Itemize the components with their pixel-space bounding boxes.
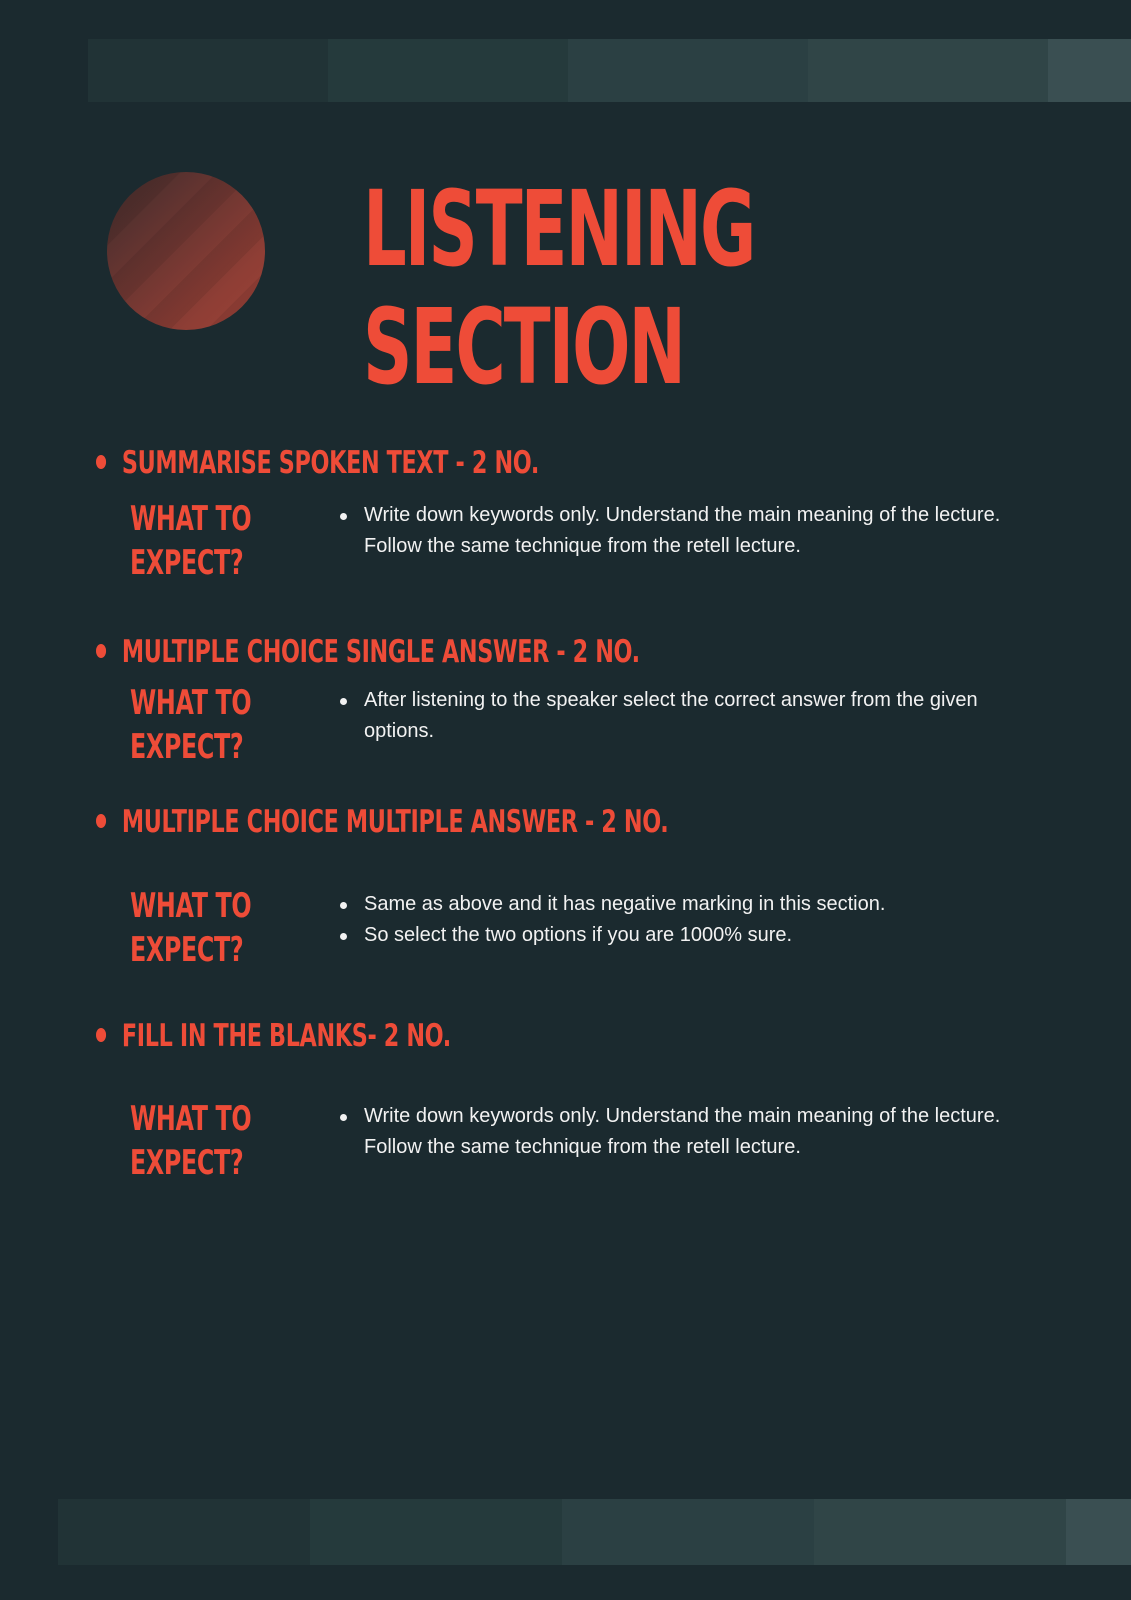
bullet-dot-icon — [96, 644, 106, 658]
tips-list — [340, 889, 1020, 951]
tips-list — [340, 1101, 1020, 1163]
page-title — [363, 170, 754, 406]
section-heading-text: FILL IN THE BLANKS- 2 NO. — [121, 1018, 451, 1054]
tips-list — [340, 500, 1020, 562]
section-heading-multiple-choice-multiple-answer — [96, 804, 668, 840]
top-decorative-band — [88, 39, 1131, 102]
tip-item: Write down keywords only. Understand the main meaning of the lecture. Follow the same technique from the retell lecture. — [340, 1101, 1020, 1163]
tips-list — [340, 685, 1020, 747]
band-segment — [58, 1499, 310, 1565]
band-segment — [562, 1499, 814, 1565]
what-to-expect-line-1: WHAT TO — [130, 683, 252, 723]
what-to-expect-line-1: WHAT TO — [130, 1099, 252, 1139]
what-to-expect-line-2: EXPECT? — [130, 1143, 244, 1183]
what-to-expect-label — [130, 884, 251, 972]
band-segment — [328, 39, 568, 102]
band-segment — [88, 39, 328, 102]
band-segment — [568, 39, 808, 102]
section-heading-text: MULTIPLE CHOICE MULTIPLE ANSWER - 2 NO. — [121, 804, 669, 840]
what-to-expect-line-1: WHAT TO — [130, 499, 252, 539]
band-segment — [1048, 39, 1131, 102]
band-segment — [814, 1499, 1066, 1565]
band-segment — [310, 1499, 562, 1565]
what-to-expect-line-2: EXPECT? — [130, 727, 244, 767]
bullet-dot-icon — [96, 455, 106, 469]
bullet-dot-icon — [96, 1028, 106, 1042]
section-heading-fill-in-the-blanks — [96, 1018, 451, 1054]
page-title-line-2: SECTION — [363, 286, 684, 408]
section-heading-text: MULTIPLE CHOICE SINGLE ANSWER - 2 NO. — [121, 634, 640, 670]
tip-item: After listening to the speaker select the correct answer from the given options. — [340, 685, 1020, 747]
what-to-expect-line-2: EXPECT? — [130, 930, 244, 970]
bullet-dot-icon — [96, 814, 106, 828]
what-to-expect-label — [130, 681, 251, 769]
what-to-expect-label — [130, 497, 251, 585]
section-heading-multiple-choice-single-answer — [96, 634, 640, 670]
band-segment — [1066, 1499, 1131, 1565]
section-heading-text: SUMMARISE SPOKEN TEXT - 2 NO. — [121, 445, 540, 481]
what-to-expect-line-2: EXPECT? — [130, 543, 244, 583]
bottom-decorative-band — [58, 1499, 1131, 1565]
band-segment — [808, 39, 1048, 102]
page-title-line-1: LISTENING — [363, 168, 755, 290]
tip-item: Same as above and it has negative marking in this section. — [340, 889, 1020, 920]
tip-item: So select the two options if you are 1000% sure. — [340, 920, 1020, 951]
what-to-expect-label — [130, 1097, 251, 1185]
decorative-circle-stripes — [107, 172, 265, 330]
tip-item: Write down keywords only. Understand the main meaning of the lecture. Follow the same technique from the retell lecture. — [340, 500, 1020, 562]
section-heading-summarise-spoken-text — [96, 445, 539, 481]
what-to-expect-line-1: WHAT TO — [130, 886, 252, 926]
